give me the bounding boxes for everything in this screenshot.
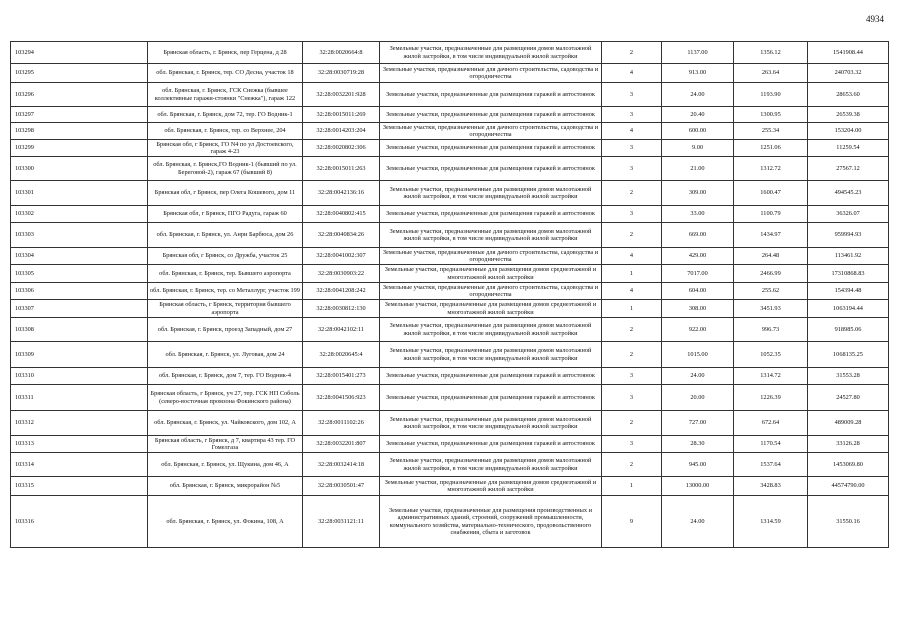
area-cell: 727.00: [662, 411, 734, 436]
land-use-cell: Земельные участки, предназначенные для размещения гаражей и автостоянок: [380, 368, 602, 385]
address-cell: обл. Брянская, г. Брянск, ул. Фокина, 108, А: [148, 496, 303, 548]
value-cell: 26539.38: [808, 107, 889, 123]
rate-cell: 1312.72: [734, 157, 808, 181]
row-id: 103295: [11, 64, 148, 83]
address-cell: обл. Брянская, г. Брянск, ул. Луговая, дом 24: [148, 342, 303, 368]
area-cell: 9.00: [662, 140, 734, 157]
rate-cell: 3428.83: [734, 477, 808, 496]
land-use-cell: Земельные участки, предназначенные для размещения домов малоэтажной жилой застройки, в том числе индивидуальной жилой застройки: [380, 223, 602, 248]
land-use-cell: Земельные участки, предназначенные для размещения домов среднеэтажной и многоэтажной жилой застройки: [380, 477, 602, 496]
area-cell: 308.00: [662, 300, 734, 318]
table-row: [11, 411, 889, 436]
row-id: 103298: [11, 123, 148, 140]
rate-cell: 1226.39: [734, 385, 808, 411]
land-use-cell: Земельные участки, предназначенные для размещения гаражей и автостоянок: [380, 385, 602, 411]
row-id: 103304: [11, 248, 148, 265]
table-row: [11, 477, 889, 496]
area-cell: 604.00: [662, 283, 734, 300]
group-cell: 2: [602, 42, 662, 64]
address-cell: обл. Брянская, г. Брянск, тер. СО Десна, участок 18: [148, 64, 303, 83]
rate-cell: 264.48: [734, 248, 808, 265]
row-id: 103310: [11, 368, 148, 385]
address-cell: Брянская область, г Брянск, д 7, квартира 43 тер. ГО Гомелгаза: [148, 436, 303, 453]
area-cell: 600.00: [662, 123, 734, 140]
land-use-cell: Земельные участки, предназначенные для размещения гаражей и автостоянок: [380, 140, 602, 157]
value-cell: 17310868.83: [808, 265, 889, 283]
area-cell: 922.00: [662, 318, 734, 342]
area-cell: 21.00: [662, 157, 734, 181]
group-cell: 3: [602, 157, 662, 181]
cadastral-number-cell: 32:28:0031121:11: [303, 496, 380, 548]
table-row: [11, 107, 889, 123]
rate-cell: 1052.35: [734, 342, 808, 368]
value-cell: 44574790.00: [808, 477, 889, 496]
group-cell: 3: [602, 436, 662, 453]
cadastral-number-cell: 32:28:0015401:273: [303, 368, 380, 385]
cadastral-number-cell: 32:28:0015011:269: [303, 107, 380, 123]
value-cell: 113461.92: [808, 248, 889, 265]
row-id: 103314: [11, 453, 148, 477]
rate-cell: 1100.79: [734, 206, 808, 223]
area-cell: 33.00: [662, 206, 734, 223]
area-cell: 24.00: [662, 368, 734, 385]
value-cell: 11259.54: [808, 140, 889, 157]
rate-cell: 1537.64: [734, 453, 808, 477]
address-cell: обл. Брянская, г. Брянск,ГО Водник-1 (бывший по ул. Береговой-2), гараж 67 (бывший 8): [148, 157, 303, 181]
value-cell: 918985.06: [808, 318, 889, 342]
row-id: 103299: [11, 140, 148, 157]
group-cell: 4: [602, 283, 662, 300]
land-use-cell: Земельные участки, предназначенные для размещения гаражей и автостоянок: [380, 157, 602, 181]
cadastral-number-cell: 32:28:0020802:306: [303, 140, 380, 157]
cadastral-number-cell: 32:28:0030501:47: [303, 477, 380, 496]
group-cell: 1: [602, 300, 662, 318]
address-cell: обл. Брянская, г. Брянск, ГСК Снежка (бывшее коллективные гаражи-стоянки "Снежка"), гараж 122: [148, 83, 303, 107]
area-cell: 1015.00: [662, 342, 734, 368]
address-cell: обл. Брянская, г. Брянск, микрорайон №5: [148, 477, 303, 496]
land-use-cell: Земельные участки, предназначенные для размещения домов малоэтажной жилой застройки, в том числе индивидуальной жилой застройки: [380, 411, 602, 436]
rate-cell: 672.64: [734, 411, 808, 436]
address-cell: обл. Брянская, г. Брянск, дом 72, тер. ГО Водник-1: [148, 107, 303, 123]
table-row: [11, 223, 889, 248]
row-id: 103305: [11, 265, 148, 283]
value-cell: 494545.23: [808, 181, 889, 206]
land-use-cell: Земельные участки, предназначенные для дачного строительства, садоводства и огородничества: [380, 283, 602, 300]
group-cell: 2: [602, 223, 662, 248]
table-row: [11, 265, 889, 283]
value-cell: 24527.80: [808, 385, 889, 411]
area-cell: 913.00: [662, 64, 734, 83]
value-cell: 1063194.44: [808, 300, 889, 318]
group-cell: 2: [602, 411, 662, 436]
area-cell: 20.00: [662, 385, 734, 411]
land-use-cell: Земельные участки, предназначенные для дачного строительства, садоводства и огородничества: [380, 248, 602, 265]
table-row: [11, 140, 889, 157]
row-id: 103308: [11, 318, 148, 342]
row-id: 103309: [11, 342, 148, 368]
address-cell: обл. Брянская, г. Брянск, тер. со Верхнее, 204: [148, 123, 303, 140]
table-row: [11, 283, 889, 300]
table-row: [11, 83, 889, 107]
group-cell: 1: [602, 265, 662, 283]
group-cell: 4: [602, 123, 662, 140]
row-id: 103300: [11, 157, 148, 181]
table-row: [11, 42, 889, 64]
table-row: [11, 123, 889, 140]
row-id: 103297: [11, 107, 148, 123]
group-cell: 9: [602, 496, 662, 548]
cadastral-number-cell: 32:28:0015011:263: [303, 157, 380, 181]
rate-cell: 1251.06: [734, 140, 808, 157]
cadastral-number-cell: 32:28:0030903:22: [303, 265, 380, 283]
area-cell: 13000.00: [662, 477, 734, 496]
table-row: [11, 157, 889, 181]
rate-cell: 263.64: [734, 64, 808, 83]
table-row: [11, 64, 889, 83]
land-use-cell: Земельные участки, предназначенные для размещения производственных и административных зданий, строений, сооружений промышленности, коммунального хозяйства, материально-технического, продовольственного снабжения, сбыта и заготовок: [380, 496, 602, 548]
area-cell: 24.00: [662, 83, 734, 107]
group-cell: 3: [602, 385, 662, 411]
cadastral-number-cell: 32:28:0020664:8: [303, 42, 380, 64]
row-id: 103316: [11, 496, 148, 548]
cadastral-number-cell: 32:28:0041002:307: [303, 248, 380, 265]
value-cell: 1453069.80: [808, 453, 889, 477]
land-use-cell: Земельные участки, предназначенные для размещения домов малоэтажной жилой застройки, в том числе индивидуальной жилой застройки: [380, 318, 602, 342]
land-use-cell: Земельные участки, предназначенные для размещения домов среднеэтажной и многоэтажной жилой застройки: [380, 300, 602, 318]
land-use-cell: Земельные участки, предназначенные для размещения гаражей и автостоянок: [380, 107, 602, 123]
area-cell: 429.00: [662, 248, 734, 265]
area-cell: 945.00: [662, 453, 734, 477]
group-cell: 3: [602, 140, 662, 157]
group-cell: 2: [602, 181, 662, 206]
group-cell: 4: [602, 248, 662, 265]
value-cell: 1068135.25: [808, 342, 889, 368]
address-cell: обл. Брянская, г. Брянск, ул. Анри Барбюса, дом 26: [148, 223, 303, 248]
table-row: [11, 368, 889, 385]
land-use-cell: Земельные участки, предназначенные для размещения домов малоэтажной жилой застройки, в том числе индивидуальной жилой застройки: [380, 42, 602, 64]
value-cell: 959994.93: [808, 223, 889, 248]
group-cell: 2: [602, 453, 662, 477]
address-cell: обл. Брянская, г. Брянск, проезд Западный, дом 27: [148, 318, 303, 342]
table-row: [11, 496, 889, 548]
rate-cell: 1193.90: [734, 83, 808, 107]
cadastral-number-cell: 32:28:0030812:130: [303, 300, 380, 318]
cadastral-number-cell: 32:28:0040834:26: [303, 223, 380, 248]
value-cell: 489009.28: [808, 411, 889, 436]
value-cell: 28653.60: [808, 83, 889, 107]
row-id: 103312: [11, 411, 148, 436]
address-cell: обл. Брянская, г. Брянск, ул. Щукина, дом 46, А: [148, 453, 303, 477]
address-cell: обл. Брянская, г. Брянск, ул. Чайковского, дом 102, А: [148, 411, 303, 436]
cadastral-number-cell: 32:28:0041506:923: [303, 385, 380, 411]
address-cell: Брянская область, г Брянск, уч 27, тер. ГСК НП Соболь (северо-восточная промзона Фокинского района): [148, 385, 303, 411]
group-cell: 2: [602, 342, 662, 368]
rate-cell: 1300.95: [734, 107, 808, 123]
cadastral-number-cell: 32:28:0014203:204: [303, 123, 380, 140]
rate-cell: 1170.54: [734, 436, 808, 453]
land-use-cell: Земельные участки, предназначенные для размещения домов малоэтажной жилой застройки, в том числе индивидуальной жилой застройки: [380, 342, 602, 368]
table-row: [11, 453, 889, 477]
cadastral-number-cell: 32:28:0032201:928: [303, 83, 380, 107]
value-cell: 240703.32: [808, 64, 889, 83]
value-cell: 27567.12: [808, 157, 889, 181]
address-cell: Брянская обл, г Брянск, ГО N4 по ул Достоевского, гараж 4-23: [148, 140, 303, 157]
cadastral-value-table: [10, 41, 889, 548]
value-cell: 1541908.44: [808, 42, 889, 64]
row-id: 103303: [11, 223, 148, 248]
group-cell: 3: [602, 368, 662, 385]
row-id: 103311: [11, 385, 148, 411]
table-row: [11, 248, 889, 265]
rate-cell: 1600.47: [734, 181, 808, 206]
area-cell: 1137.00: [662, 42, 734, 64]
page-number: 4934: [866, 14, 884, 24]
row-id: 103301: [11, 181, 148, 206]
area-cell: 309.00: [662, 181, 734, 206]
table-row: [11, 206, 889, 223]
area-cell: 24.00: [662, 496, 734, 548]
area-cell: 669.00: [662, 223, 734, 248]
address-cell: Брянская область, г Брянск, территория бывшего аэропорта: [148, 300, 303, 318]
row-id: 103313: [11, 436, 148, 453]
cadastral-number-cell: 32:28:0041208:242: [303, 283, 380, 300]
address-cell: Брянская обл, г Брянск, пер Олега Кошевого, дом 11: [148, 181, 303, 206]
table-row: [11, 300, 889, 318]
rate-cell: 255.62: [734, 283, 808, 300]
value-cell: 154394.48: [808, 283, 889, 300]
land-use-cell: Земельные участки, предназначенные для размещения гаражей и автостоянок: [380, 83, 602, 107]
cadastral-number-cell: 32:28:0032201:807: [303, 436, 380, 453]
address-cell: обл. Брянская, г. Брянск, тер. со Металлург, участок 199: [148, 283, 303, 300]
land-use-cell: Земельные участки, предназначенные для дачного строительства, садоводства и огородничества: [380, 64, 602, 83]
area-cell: 20.40: [662, 107, 734, 123]
rate-cell: 2466.99: [734, 265, 808, 283]
land-use-cell: Земельные участки, предназначенные для размещения домов малоэтажной жилой застройки, в том числе индивидуальной жилой застройки: [380, 453, 602, 477]
row-id: 103306: [11, 283, 148, 300]
address-cell: Брянская обл, г Брянск, ПГО Радуга, гараж 60: [148, 206, 303, 223]
rate-cell: 1356.12: [734, 42, 808, 64]
address-cell: обл. Брянская, г. Брянск, дом 7, тер. ГО Водник-4: [148, 368, 303, 385]
table-row: [11, 436, 889, 453]
row-id: 103302: [11, 206, 148, 223]
cadastral-number-cell: 32:28:0042136:16: [303, 181, 380, 206]
row-id: 103307: [11, 300, 148, 318]
land-use-cell: Земельные участки, предназначенные для размещения домов среднеэтажной и многоэтажной жилой застройки: [380, 265, 602, 283]
address-cell: обл. Брянская, г. Брянск, тер. Бывшего аэропорта: [148, 265, 303, 283]
land-use-cell: Земельные участки, предназначенные для дачного строительства, садоводства и огородничества: [380, 123, 602, 140]
cadastral-number-cell: 32:28:0020645:4: [303, 342, 380, 368]
table-row: [11, 342, 889, 368]
land-use-cell: Земельные участки, предназначенные для размещения гаражей и автостоянок: [380, 436, 602, 453]
address-cell: Брянская область, г. Брянск, пер Герцена, д 28: [148, 42, 303, 64]
rate-cell: 1434.97: [734, 223, 808, 248]
group-cell: 3: [602, 107, 662, 123]
row-id: 103294: [11, 42, 148, 64]
value-cell: 31550.16: [808, 496, 889, 548]
rate-cell: 1314.72: [734, 368, 808, 385]
area-cell: 28.30: [662, 436, 734, 453]
land-use-cell: Земельные участки, предназначенные для размещения домов малоэтажной жилой застройки, в том числе индивидуальной жилой застройки: [380, 181, 602, 206]
group-cell: 1: [602, 477, 662, 496]
rate-cell: 1314.59: [734, 496, 808, 548]
cadastral-number-cell: 32:28:0040802:415: [303, 206, 380, 223]
row-id: 103296: [11, 83, 148, 107]
row-id: 103315: [11, 477, 148, 496]
rate-cell: 996.73: [734, 318, 808, 342]
address-cell: Брянская обл, г Брянск, со Дружба, участок 25: [148, 248, 303, 265]
table-row: [11, 318, 889, 342]
rate-cell: 255.34: [734, 123, 808, 140]
group-cell: 3: [602, 83, 662, 107]
group-cell: 2: [602, 318, 662, 342]
cadastral-number-cell: 32:28:0011102:26: [303, 411, 380, 436]
group-cell: 4: [602, 64, 662, 83]
group-cell: 3: [602, 206, 662, 223]
cadastral-number-cell: 32:28:0030719:28: [303, 64, 380, 83]
cadastral-number-cell: 32:28:0032414:18: [303, 453, 380, 477]
value-cell: 153204.00: [808, 123, 889, 140]
area-cell: 7017.00: [662, 265, 734, 283]
land-use-cell: Земельные участки, предназначенные для размещения гаражей и автостоянок: [380, 206, 602, 223]
table-row: [11, 181, 889, 206]
rate-cell: 3451.93: [734, 300, 808, 318]
cadastral-number-cell: 32:28:0042102:11: [303, 318, 380, 342]
table-row: [11, 385, 889, 411]
value-cell: 36326.07: [808, 206, 889, 223]
value-cell: 33126.28: [808, 436, 889, 453]
value-cell: 31553.28: [808, 368, 889, 385]
